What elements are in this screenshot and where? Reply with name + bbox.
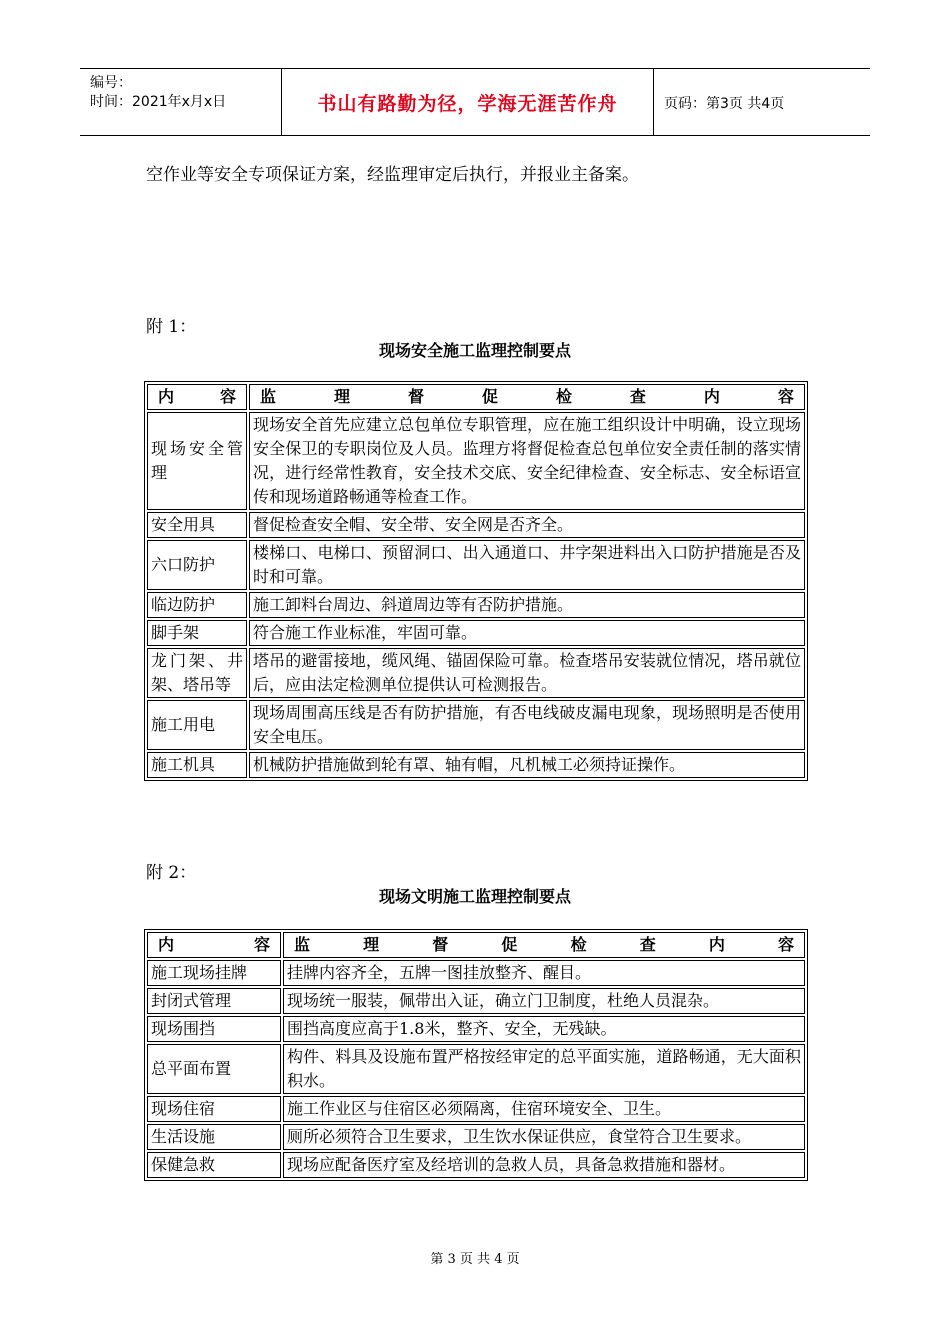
header-char: 督 <box>407 387 424 406</box>
header-motto-cell <box>282 69 654 135</box>
annex1-title: 现场安全施工监理控制要点 <box>378 341 571 360</box>
annex1-label: 附 1： <box>146 317 197 337</box>
table-row <box>147 412 805 510</box>
header-char: 容 <box>777 935 794 954</box>
row-item: 施工用电 <box>147 700 247 750</box>
row-content: 现场安全首先应建立总包单位专职管理，应在施工组织设计中明确，设立现场安全保卫的专职岗位及人员。监理方将督促检查总包单位安全责任制的落实情况，进行经常性教育，安全技术交底、安全纪律检查、安全标志、安全标语宣传和现场道路畅通等检查工作。 <box>249 412 805 510</box>
row-item: 总平面布置 <box>147 1044 281 1094</box>
header-cell-content <box>283 932 805 958</box>
table-row <box>147 1152 805 1178</box>
table-header-row <box>147 932 805 958</box>
row-item: 临边防护 <box>147 592 247 618</box>
row-item: 封闭式管理 <box>147 988 281 1014</box>
row-item: 保健急救 <box>147 1152 281 1178</box>
row-content: 现场统一服装，佩带出入证，确立门卫制度，杜绝人员混杂。 <box>283 988 805 1014</box>
row-item: 安全用具 <box>147 512 247 538</box>
table-row <box>147 592 805 618</box>
row-content: 施工卸料台周边、斜道周边等有否防护措施。 <box>249 592 805 618</box>
row-content: 现场应配备医疗室及经培训的急救人员，具备急救措施和器材。 <box>283 1152 805 1178</box>
table-row <box>147 960 805 986</box>
header-cell-item <box>147 384 247 410</box>
row-content: 挂牌内容齐全，五牌一图挂放整齐、醒目。 <box>283 960 805 986</box>
header-char: 容 <box>219 387 236 406</box>
table-row <box>147 1096 805 1122</box>
row-content: 机械防护措施做到轮有罩、轴有帽，凡机械工必须持证操作。 <box>249 752 805 778</box>
row-content: 塔吊的避雷接地，缆风绳、锚固保险可靠。检查塔吊安装就位情况，塔吊就位后，应由法定检测单位提供认可检测报告。 <box>249 648 805 698</box>
table-row <box>147 752 805 778</box>
header-char: 促 <box>481 387 498 406</box>
motto: 书山有路勤为径，学海无涯苦作舟 <box>317 93 618 115</box>
header-char: 容 <box>777 387 794 406</box>
annex2-title: 现场文明施工监理控制要点 <box>378 887 571 906</box>
header-char: 内 <box>158 387 175 406</box>
row-item: 施工机具 <box>147 752 247 778</box>
row-item: 现场围挡 <box>147 1016 281 1042</box>
header-cell-item <box>147 932 281 958</box>
header-char: 理 <box>333 387 350 406</box>
document-header <box>80 68 870 136</box>
header-char: 检 <box>555 387 572 406</box>
header-char: 促 <box>501 935 518 954</box>
safety-control-table <box>144 381 808 781</box>
date-label: 时间：2021年x月x日 <box>90 94 227 110</box>
page-footer: 第 3 页 共 4 页 <box>430 1252 520 1267</box>
header-char: 督 <box>432 935 449 954</box>
header-char: 内 <box>158 935 175 954</box>
civilized-construction-table <box>144 929 808 1181</box>
header-char: 查 <box>639 935 656 954</box>
annex2-label: 附 2： <box>146 863 197 883</box>
table-row <box>147 512 805 538</box>
header-cell-content <box>249 384 805 410</box>
header-char: 监 <box>294 935 311 954</box>
row-content: 现场周围高压线是否有防护措施，有否电线破皮漏电现象，现场照明是否使用安全电压。 <box>249 700 805 750</box>
header-char: 内 <box>708 935 725 954</box>
header-char: 查 <box>629 387 646 406</box>
row-content: 厕所必须符合卫生要求，卫生饮水保证供应，食堂符合卫生要求。 <box>283 1124 805 1150</box>
row-content: 施工作业区与住宿区必须隔离，住宿环境安全、卫生。 <box>283 1096 805 1122</box>
table-row <box>147 620 805 646</box>
row-item: 施工现场挂牌 <box>147 960 281 986</box>
row-content: 楼梯口、电梯口、预留洞口、出入通道口、井字架进料出入口防护措施是否及时和可靠。 <box>249 540 805 590</box>
page-label: 页码：第3页 共4页 <box>664 96 785 112</box>
header-char: 监 <box>260 387 277 406</box>
intro-paragraph: 空作业等安全专项保证方案，经监理审定后执行，并报业主备案。 <box>146 165 639 185</box>
header-meta-cell <box>80 69 282 135</box>
row-item: 生活设施 <box>147 1124 281 1150</box>
row-item: 脚手架 <box>147 620 247 646</box>
table-row <box>147 1016 805 1042</box>
row-item: 现场住宿 <box>147 1096 281 1122</box>
row-content: 符合施工作业标准，牢固可靠。 <box>249 620 805 646</box>
header-page-cell <box>654 69 870 135</box>
table-row <box>147 988 805 1014</box>
number-label: 编号： <box>90 75 132 91</box>
header-char: 检 <box>570 935 587 954</box>
header-char: 内 <box>703 387 720 406</box>
table-row <box>147 648 805 698</box>
row-content: 围挡高度应高于1.8米，整齐、安全，无残缺。 <box>283 1016 805 1042</box>
table-row <box>147 700 805 750</box>
header-char: 理 <box>363 935 380 954</box>
table-row <box>147 1124 805 1150</box>
table-row <box>147 540 805 590</box>
header-char: 容 <box>253 935 270 954</box>
row-content: 构件、料具及设施布置严格按经审定的总平面实施，道路畅通，无大面积积水。 <box>283 1044 805 1094</box>
row-item: 龙门架、井架、塔吊等 <box>147 648 247 698</box>
row-content: 督促检查安全帽、安全带、安全网是否齐全。 <box>249 512 805 538</box>
table-header-row <box>147 384 805 410</box>
row-item: 六口防护 <box>147 540 247 590</box>
row-item: 现场安全管理 <box>147 412 247 510</box>
table-row <box>147 1044 805 1094</box>
